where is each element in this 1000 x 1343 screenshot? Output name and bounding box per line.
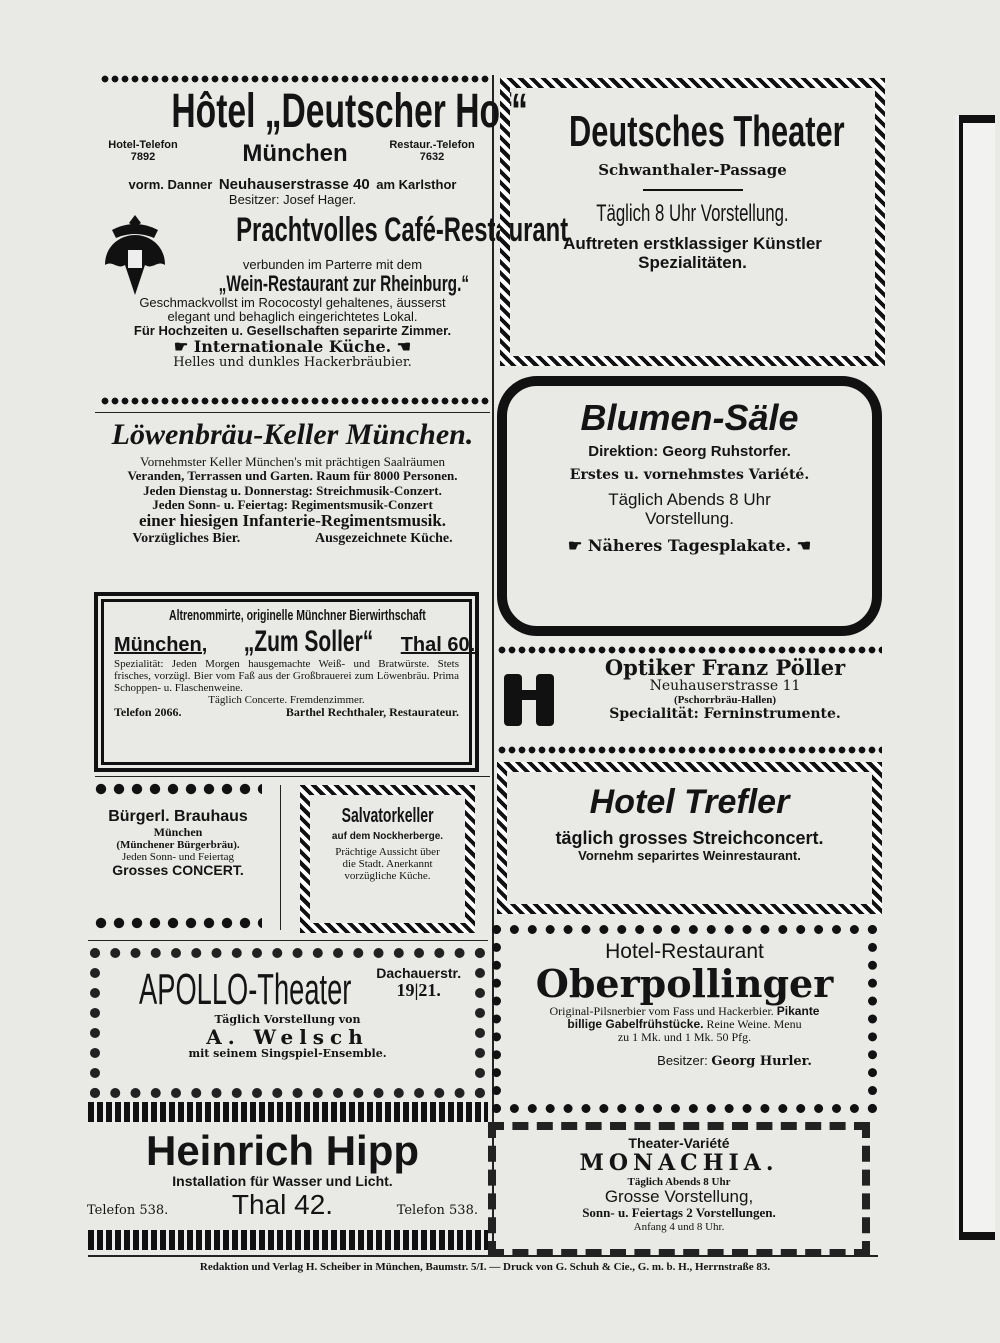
ad-loewenbraeu-keller <box>95 418 490 588</box>
ad-hotel-trefler <box>497 762 882 914</box>
title: Löwenbräu-Keller München. <box>111 418 474 451</box>
body: Spezialität: Jeden Morgen hausgemachte Weiß- und Bratwürste. Stets frisches, vorzügl. Bier vom Faß aus der Großbrauerei zum Löwenbräu. Prima Schoppen- u. Flaschenweine. <box>114 657 459 694</box>
desc2: elegant und behaglich eingerichtetes Lokal. <box>167 308 418 324</box>
pointing-hand-icon: ☛ <box>567 535 588 555</box>
title: Salvatorkeller <box>341 805 434 827</box>
address: Thal 60. <box>400 633 476 656</box>
line: Täglich Abends 8 Uhr <box>608 490 771 510</box>
pointing-hand-icon: ☚ <box>791 535 812 555</box>
owner: Barthel Rechthaler, Restaurateur. <box>285 704 459 719</box>
ad-zum-soller <box>95 593 478 771</box>
ad-heinrich-hipp <box>85 1128 480 1228</box>
ad-optiker-poeller <box>495 656 885 744</box>
name: „Zum Soller“ <box>243 624 373 658</box>
line: Vorstellung. <box>645 509 734 529</box>
title: Hotel Trefler <box>589 783 790 821</box>
eagle-crest-icon <box>100 210 170 300</box>
line: Jeden Dienstag u. Donnerstag: Streichmusik-Conzert. <box>143 482 442 498</box>
specialty: Specialität: Ferninstrumente. <box>609 705 841 722</box>
line: einer hiesigen Infanterie-Regimentsmusik. <box>138 511 447 531</box>
divider <box>643 189 743 191</box>
line: zu 1 Mk. und 1 Mk. 50 Pfg. <box>617 1030 752 1045</box>
street: Dachauerstr. <box>376 965 462 981</box>
cuisine: Internationale Küche. <box>193 337 392 357</box>
body2: Täglich Concerte. Fremdenzimmer. <box>208 693 365 706</box>
line: Prächtige Aussicht über <box>335 846 440 858</box>
divider <box>88 1255 878 1257</box>
line: Altrenommirte, originelle Münchner Bierwirthschaft <box>169 607 426 624</box>
line: täglich grosses Streichconcert. <box>555 828 824 849</box>
address: Thal 42. <box>231 1188 334 1220</box>
line: mit seinem Singspiel-Ensemble. <box>188 1047 387 1061</box>
divider <box>88 940 488 941</box>
imprint: Redaktion und Verlag H. Scheiber in München, Baumstr. 5/I. — Druck von G. Schuh & Cie., G. m. b. H., Herrnstraße 83. <box>199 1261 771 1273</box>
city: München <box>242 139 348 167</box>
sub: Installation für Wasser und Licht. <box>172 1173 393 1190</box>
sub: auf dem Nockherberge. <box>331 831 444 842</box>
line: Anfang 4 und 8 Uhr. <box>633 1220 725 1233</box>
title: Oberpollinger <box>535 961 834 1007</box>
line1: verbunden im Parterre mit dem <box>242 256 423 272</box>
line: Jeden Sonn- u. Feiertag: Regimentsmusik-Conzert <box>152 496 433 512</box>
line: Spezialitäten. <box>638 252 747 272</box>
ornament-border <box>88 1102 488 1122</box>
pointing-hand-icon: ☛ <box>173 337 194 357</box>
title: Deutsches Theater <box>569 107 845 156</box>
address: Neuhauserstrasse 40 <box>218 175 370 193</box>
ornament-border <box>497 745 882 755</box>
show-time: Täglich 8 Uhr Vorstellung. <box>596 199 789 227</box>
sub: (Münchener Bürgerbräu). <box>116 838 240 851</box>
binoculars-icon <box>500 670 558 730</box>
title: Optiker Franz Pöller <box>604 655 846 680</box>
line: Grosse Vorstellung, <box>604 1186 754 1206</box>
line: Täglich Vorstellung von <box>214 1013 361 1027</box>
line: billige Gabelfrühstücke. <box>567 1017 704 1032</box>
ornament-border <box>100 74 490 84</box>
performer: A. Welsch <box>206 1025 369 1050</box>
desc1: Geschmackvollst im Rococostyl gehaltenes, äusserst <box>139 294 446 310</box>
hotel-tel: 7892 <box>130 150 156 163</box>
divider <box>95 412 490 413</box>
line: die Stadt. Anerkannt <box>342 858 433 871</box>
ad-buergerl-brauhaus <box>88 808 268 908</box>
pre-title: Theater-Variété <box>628 1135 730 1151</box>
owner-label: Besitzer: <box>657 1053 708 1069</box>
line: Täglich Abends 8 Uhr <box>627 1175 731 1188</box>
title: APOLLO-Theater <box>138 965 352 1014</box>
pointing-hand-icon: ☚ <box>391 337 412 357</box>
wine-restaurant: „Wein-Restaurant zur Rheinburg.“ <box>218 270 470 296</box>
ornament-border <box>92 917 262 929</box>
phone: Telefon 2066. <box>114 704 182 719</box>
owner: Georg Hurler. <box>711 1054 812 1070</box>
direction: Direktion: Georg Ruhstorfer. <box>588 442 791 460</box>
line: Erstes u. vornehmstes Variété. <box>569 467 810 484</box>
title: MONACHIA. <box>579 1150 779 1177</box>
ornament-border <box>88 1230 488 1250</box>
line: Auftreten erstklassiger Künstler <box>563 234 822 254</box>
phone: Telefon 538. <box>87 1202 169 1218</box>
line: Pikante <box>776 1003 820 1018</box>
hotel-title: Hôtel „Deutscher Hof“ <box>171 85 528 138</box>
ad-monachia <box>488 1122 870 1257</box>
beer: Helles und dunkles Hackerbräubier. <box>173 355 412 371</box>
title: Bürgerl. Brauhaus <box>108 808 248 825</box>
restaur-tel: 7632 <box>419 150 445 163</box>
ornament-border <box>100 396 490 406</box>
adjacent-page-edge <box>955 115 995 1240</box>
line: Original-Pilsnerbier vom Fass und Hackerbier. <box>549 1003 774 1018</box>
location: Schwanthaler-Passage <box>598 161 787 180</box>
ad-oberpollinger <box>492 925 877 1113</box>
ad-blumen-saele <box>497 376 882 636</box>
line: Sonn- u. Feiertags 2 Vorstellungen. <box>582 1205 776 1221</box>
rooms: Für Hochzeiten u. Gesellschaften separirte Zimmer. <box>133 323 452 339</box>
pre-title: Hotel-Restaurant <box>605 940 764 963</box>
ad-deutsches-theater <box>500 78 885 366</box>
line: Jeden Sonn- und Feiertag <box>121 850 235 863</box>
city: München, <box>114 633 208 656</box>
ornament-border <box>497 645 882 655</box>
address: Neuhauserstrasse 11 <box>649 678 801 695</box>
ad-hotel-deutscher-hof <box>95 85 569 396</box>
line: Vornehm separirtes Weinrestaurant. <box>578 848 801 864</box>
line: Veranden, Terrassen und Garten. Raum für 8000 Personen. <box>127 468 458 484</box>
divider <box>95 776 490 777</box>
phone: Telefon 538. <box>396 1202 478 1218</box>
title: Blumen-Säle <box>580 397 799 438</box>
title: Heinrich Hipp <box>145 1127 420 1174</box>
location: am Karlsthor <box>376 176 457 192</box>
line: vorzügliche Küche. <box>344 870 431 883</box>
line: Näheres Tagesplakate. <box>587 535 792 555</box>
restaur-tel-label: Restaur.-Telefon <box>389 138 475 151</box>
city: München <box>153 824 203 839</box>
sub: (Pschorrbräu-Hallen) <box>673 694 777 707</box>
headline: Prachtvolles Café-Restaurant <box>236 210 569 249</box>
ornament-border <box>92 783 262 795</box>
kitchen: Ausgezeichnete Küche. <box>314 530 453 546</box>
beer: Vorzügliches Bier. <box>132 530 241 546</box>
hotel-tel-label: Hotel-Telefon <box>108 138 178 151</box>
concert: Grosses CONCERT. <box>112 861 244 878</box>
ad-salvatorkeller <box>300 785 475 933</box>
line: Reine Weine. Menu <box>706 1017 802 1032</box>
ad-apollo-theater <box>90 948 485 1098</box>
formerly: vorm. Danner <box>128 176 213 192</box>
divider <box>280 785 281 930</box>
number: 19|21. <box>396 980 441 1001</box>
line: Vornehmster Keller München's mit prächtigen Saalräumen <box>140 454 445 469</box>
owner: Besitzer: Josef Hager. <box>228 192 357 208</box>
